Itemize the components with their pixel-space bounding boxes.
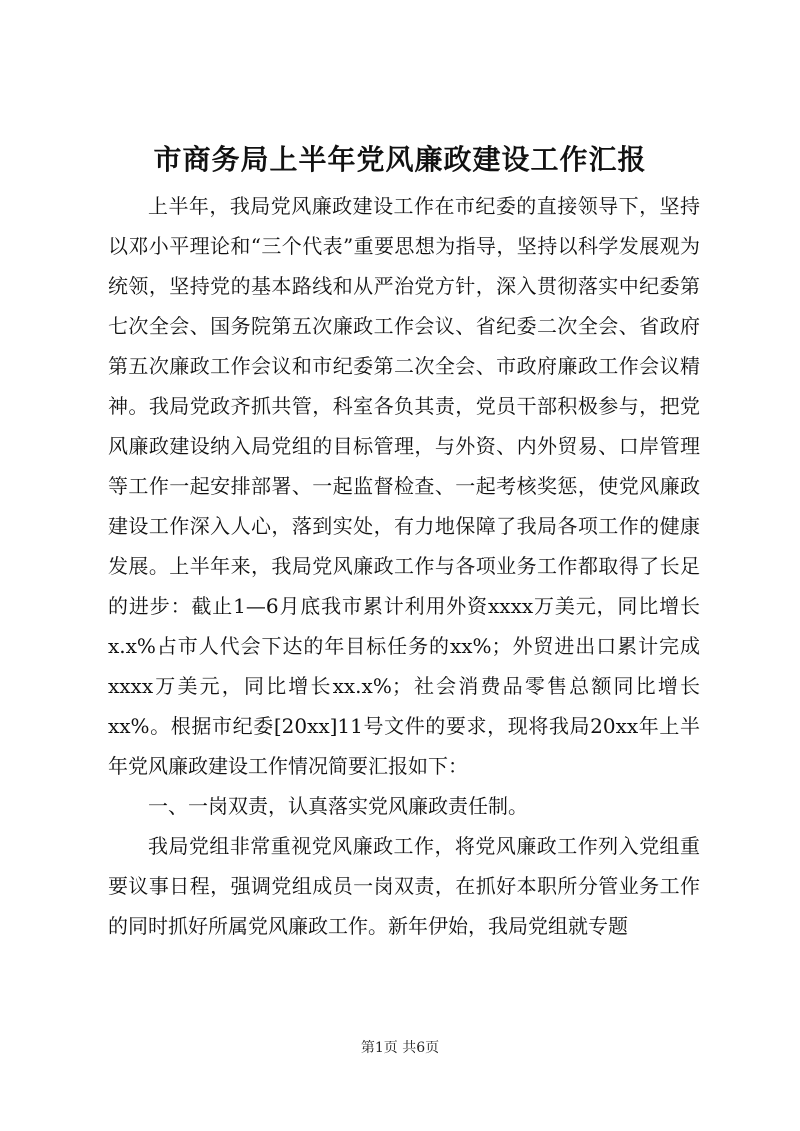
document-body	[108, 186, 700, 946]
document-title: 市商务局上半年党风廉政建设工作汇报	[153, 143, 647, 176]
page-footer: 第1页 共6页	[360, 1040, 440, 1056]
paragraph-intro: 上半年，我局党风廉政建设工作在市纪委的直接领导下，坚持以邓小平理论和“三个代表”重要思想为指导，坚持以科学发展观为统领，坚持党的基本路线和从严治党方针，深入贯彻落实中纪委第七次全会、国务院第五次廉政工作会议、省纪委二次全会、省政府第五次廉政工作会议和市纪委第二次全会、市政府廉政工作会议精神。我局党政齐抓共管，科室各负其责，党员干部积极参与，把党风廉政建设纳入局党组的目标管理，与外资、内外贸易、口岸管理等工作一起安排部署、一起监督检查、一起考核奖惩，使党风廉政建设工作深入人心，落到实处，有力地保障了我局各项工作的健康发展。上半年来，我局党风廉政工作与各项业务工作都取得了长足的进步：截止1—6月底我市累计利用外资xxxx万美元，同比增长x.x%占市人代会下达的年目标任务的xx%；外贸进出口累计完成xxxx万美元，同比增长xx.x%；社会消费品零售总额同比增长xx%。根据市纪委[20xx]11号文件的要求，现将我局20xx年上半年党风廉政建设工作情况简要汇报如下：	[108, 194, 700, 778]
section-heading-1: 一、一岗双责，认真落实党风廉政责任制。	[148, 794, 528, 818]
paragraph-section-1: 我局党组非常重视党风廉政工作，将党风廉政工作列入党组重要议事日程，强调党组成员一岗双责，在抓好本职所分管业务工作的同时抓好所属党风廉政工作。新年伊始，我局党组就专题	[108, 834, 700, 938]
